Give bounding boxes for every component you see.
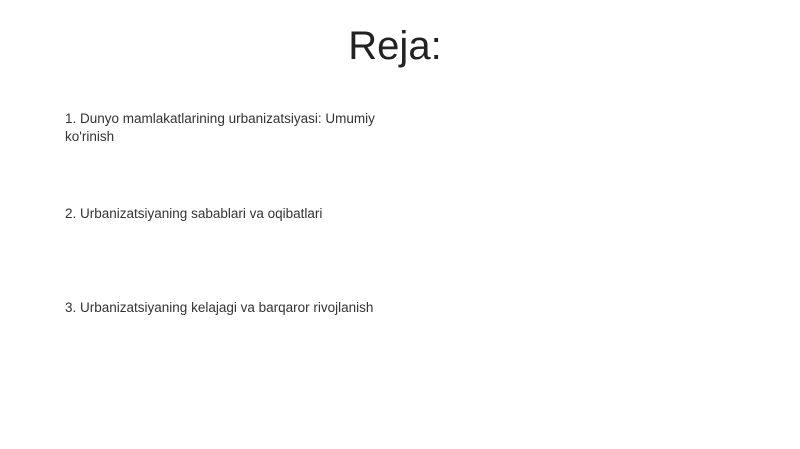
plan-item-2: 2. Urbanizatsiyaning sabablari va oqibatlari [65, 206, 323, 221]
plan-item-3: 3. Urbanizatsiyaning kelajagi va barqaror rivojlanish [65, 300, 374, 315]
plan-item-1: 1. Dunyo mamlakatlarining urbanizatsiyasi: Umumiy ko'rinish [65, 111, 375, 144]
slide-title: Reja: [348, 24, 442, 68]
